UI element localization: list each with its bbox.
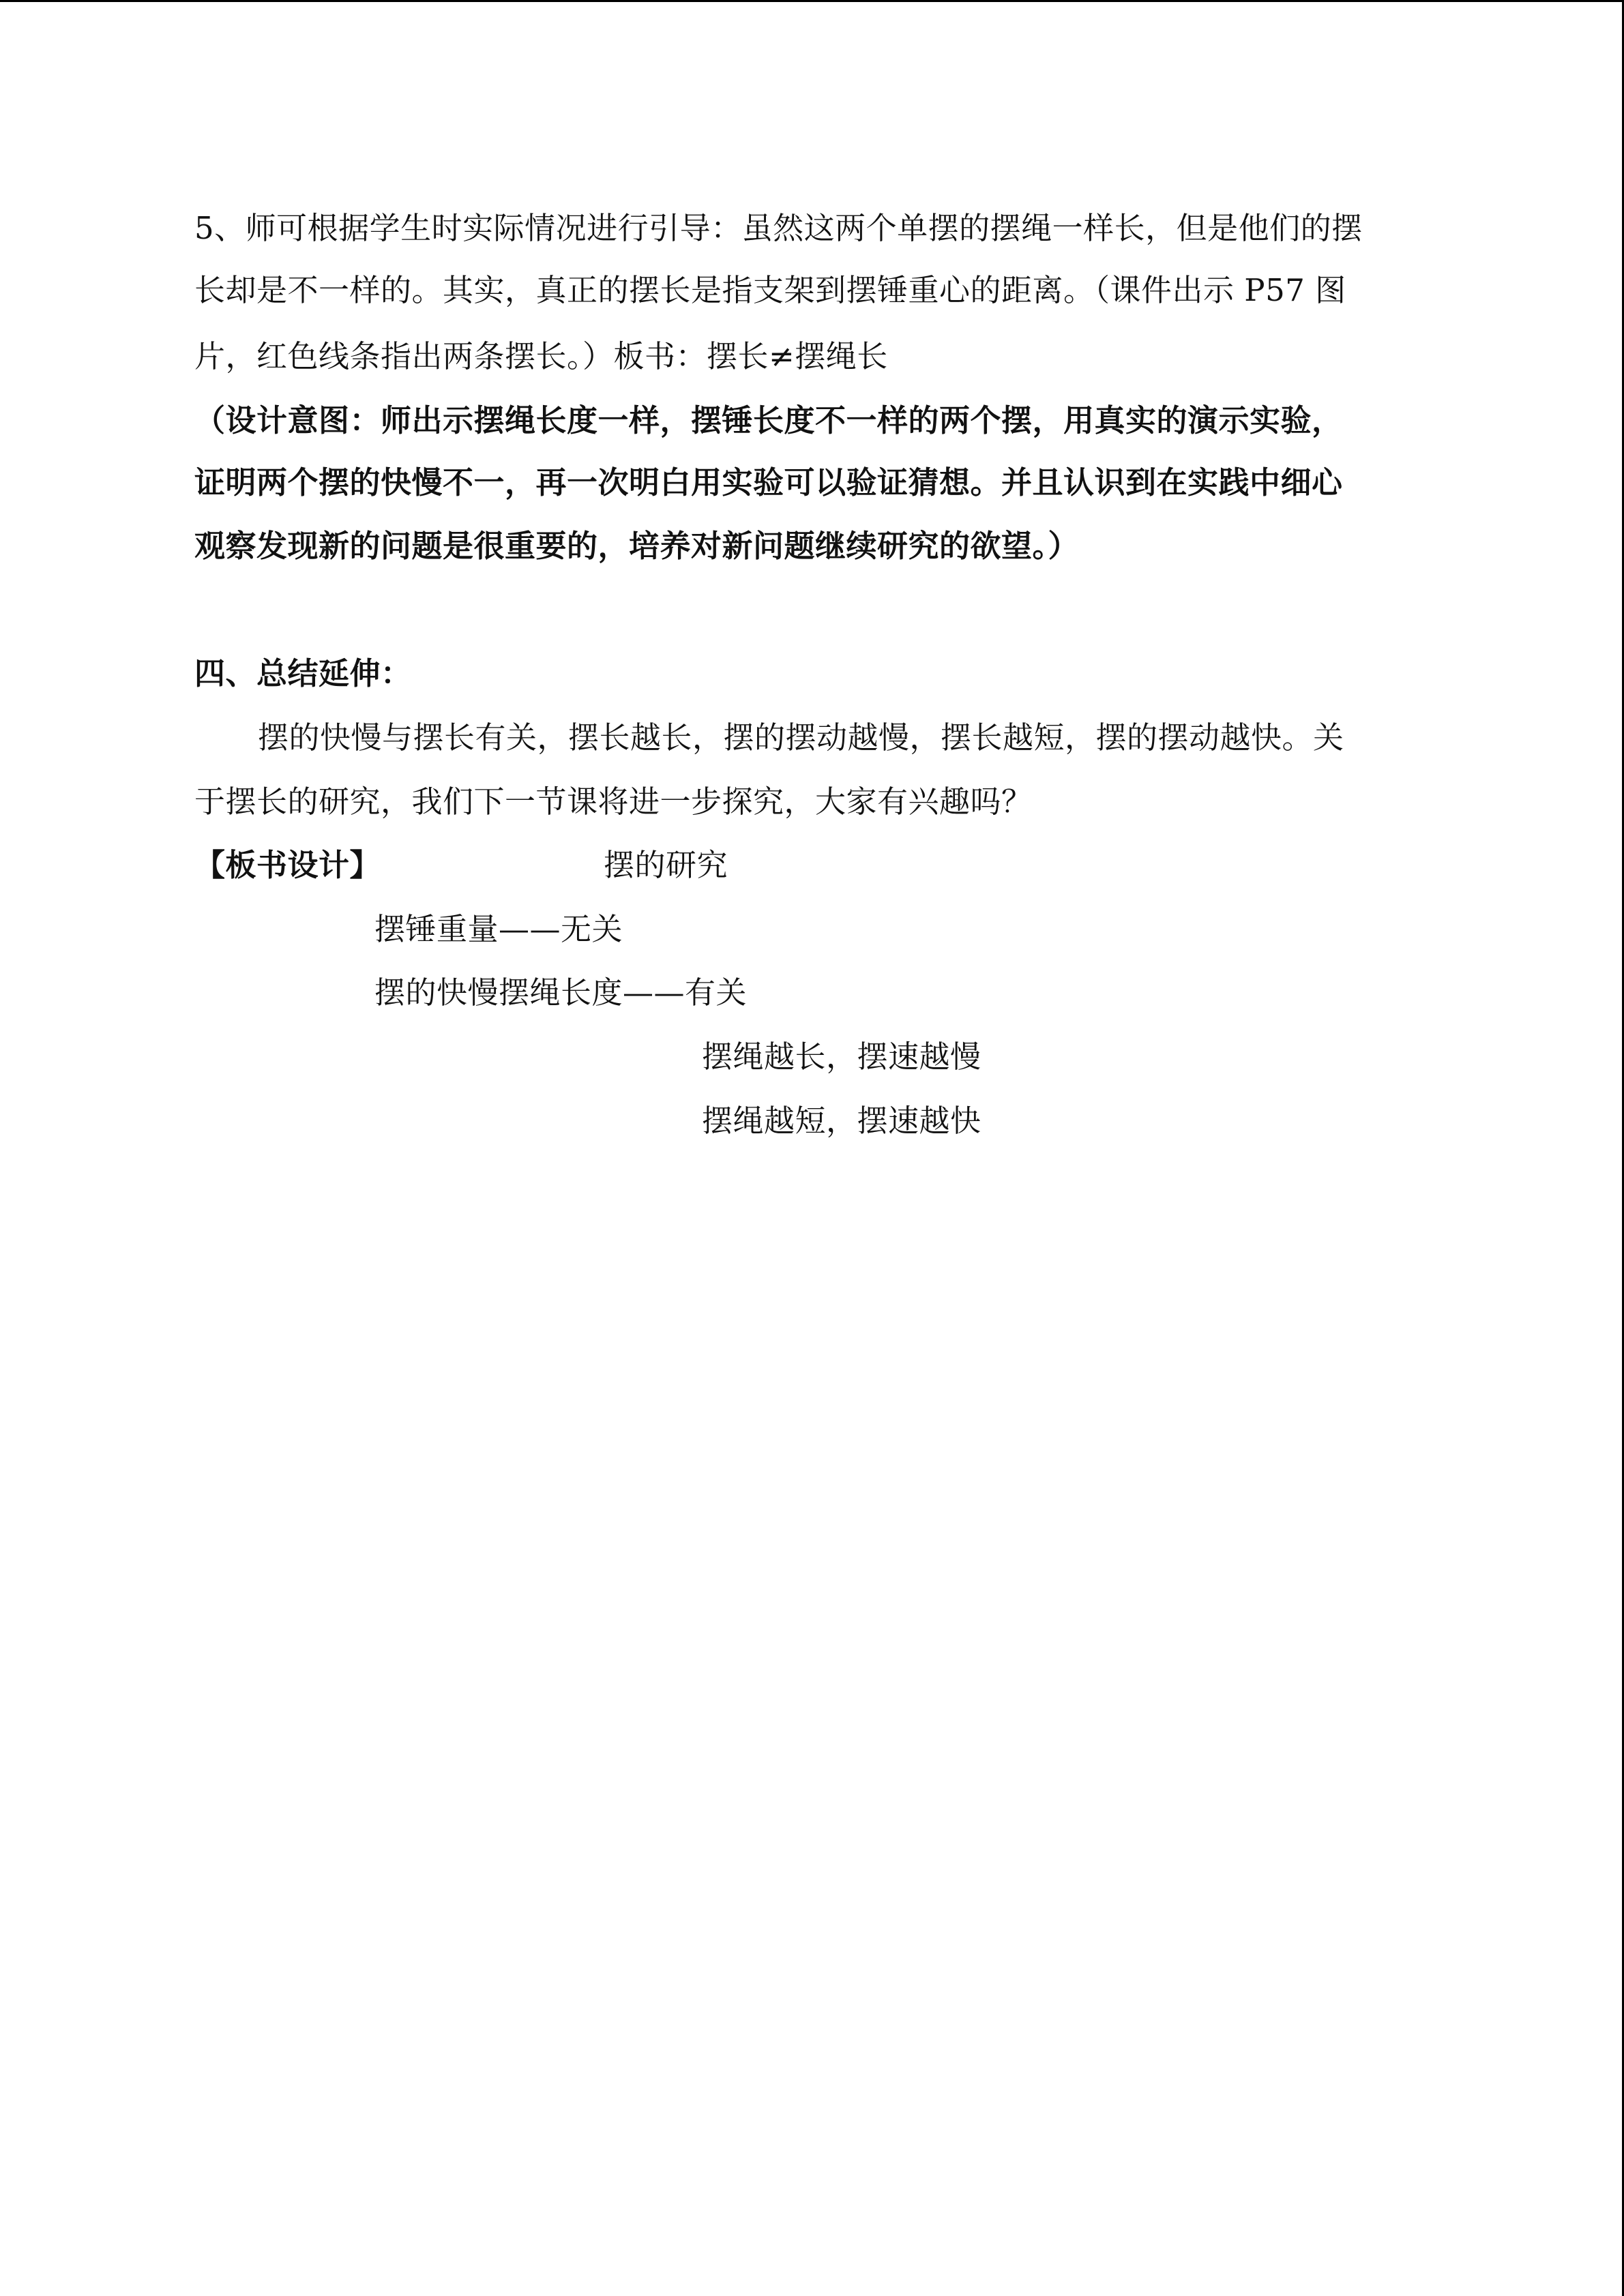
design-intent-line-3: 观察发现新的问题是很重要的，培养对新问题继续研究的欲望。） <box>194 528 1080 564</box>
summary-line-2: 于摆长的研究，我们下一节课将进一步探究，大家有兴趣吗？ <box>194 784 1033 820</box>
design-intent-line-2: 证明两个摆的快慢不一，再一次明白用实验可以验证猜想。并且认识到在实践中细心 <box>194 464 1343 501</box>
board-design-item-2: 摆的快慢摆绳长度——有关 <box>374 974 748 1011</box>
summary-line-1: 摆的快慢与摆长有关，摆长越长，摆的摆动越慢，摆长越短，摆的摆动越快。关 <box>258 719 1344 756</box>
board-design-label: 【板书设计】 <box>194 847 381 883</box>
paragraph-5-line-1: 5、师可根据学生时实际情况进行引导：虽然这两个单摆的摆绳一样长，但是他们的摆 <box>194 210 1363 246</box>
paragraph-5-line-3: 片，红色线条指出两条摆长。）板书：摆长≠摆绳长 <box>194 338 888 374</box>
summary-heading: 四、总结延伸： <box>194 655 412 691</box>
design-intent-line-1: （设计意图：师出示摆绳长度一样，摆锤长度不一样的两个摆，用真实的演示实验， <box>194 402 1343 438</box>
board-design-sub-1: 摆绳越长，摆速越慢 <box>702 1039 981 1075</box>
board-design-sub-2: 摆绳越短，摆速越快 <box>702 1103 981 1139</box>
board-design-item-1: 摆锤重量——无关 <box>374 911 623 947</box>
paragraph-5-line-2: 长却是不一样的。其实，真正的摆长是指支架到摆锤重心的距离。（课件出示 P57 图 <box>194 272 1346 308</box>
board-design-title: 摆的研究 <box>604 847 728 883</box>
